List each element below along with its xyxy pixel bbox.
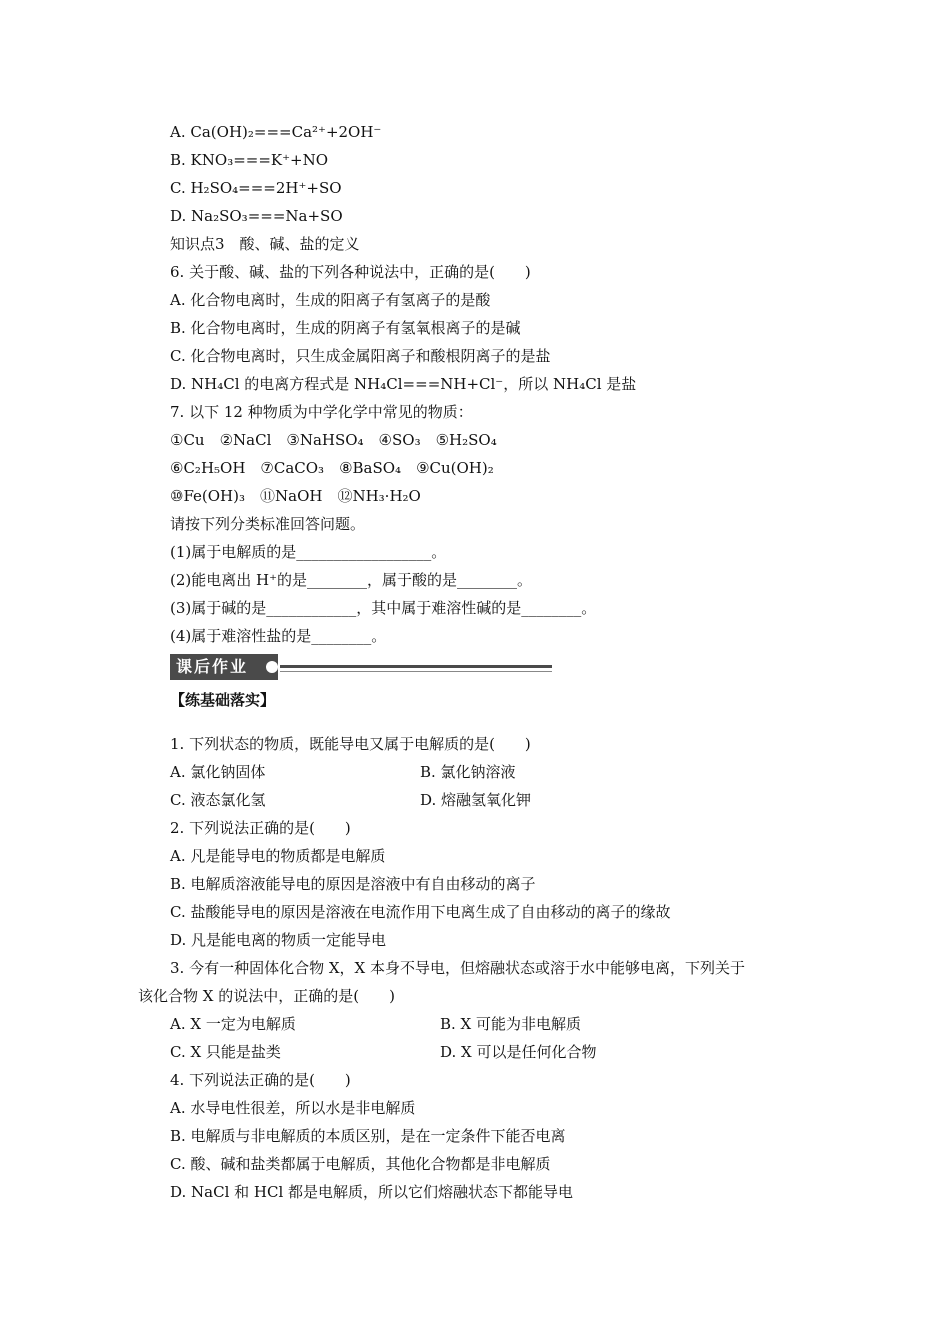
question-stem: 3. 今有一种固体化合物 X，X 本身不导电，但熔融状态或溶于水中能够电离，下列关于 — [170, 959, 745, 977]
fill-in-line: (4)属于难溶性盐的是________。 — [170, 627, 387, 645]
question-stem: 7. 以下 12 种物质为中学化学中常见的物质： — [170, 403, 473, 421]
fill-in-line: (3)属于碱的是____________，其中属于难溶性碱的是________。 — [170, 599, 597, 617]
homework-heading — [170, 654, 278, 680]
heading-rule — [280, 665, 552, 668]
substance-list: ⑩Fe(OH)₃ ⑪NaOH ⑫NH₃·H₂O — [170, 487, 421, 505]
option-c: C. 盐酸能导电的原因是溶液在电流作用下电离生成了自由移动的离子的缘故 — [170, 903, 671, 921]
question-stem: 1. 下列状态的物质，既能导电又属于电解质的是( ) — [170, 735, 531, 753]
bullet-dot-icon — [266, 661, 278, 673]
fill-in-line: (2)能电离出 H⁺的是________，属于酸的是________。 — [170, 571, 533, 589]
option-c: C. X 只能是盐类 — [170, 1043, 281, 1061]
option-b: B. X 可能为非电解质 — [440, 1015, 582, 1033]
homework-heading-label: 课后作业 — [176, 657, 249, 676]
question-stem-cont: 该化合物 X 的说法中，正确的是( ) — [138, 987, 395, 1005]
instruction-text: 请按下列分类标准回答问题。 — [170, 515, 366, 533]
question-stem: 2. 下列说法正确的是( ) — [170, 819, 351, 837]
option-line: A. Ca(OH)₂===Ca²⁺+2OH⁻ — [170, 123, 382, 141]
question-stem: 4. 下列说法正确的是( ) — [170, 1071, 351, 1089]
option-c: C. 液态氯化氢 — [170, 791, 266, 809]
option-b: B. 电解质与非电解质的本质区别，是在一定条件下能否电离 — [170, 1127, 566, 1145]
heading-rule-thin — [280, 671, 552, 672]
option-a: A. 氯化钠固体 — [170, 763, 266, 781]
section-title: 知识点3 酸、碱、盐的定义 — [170, 235, 360, 253]
option-line: A. 化合物电离时，生成的阳离子有氢离子的是酸 — [170, 291, 491, 309]
option-a: A. X 一定为电解质 — [170, 1015, 296, 1033]
option-b: B. 氯化钠溶液 — [420, 763, 516, 781]
option-d: D. X 可以是任何化合物 — [440, 1043, 597, 1061]
option-d: D. NaCl 和 HCl 都是电解质，所以它们熔融状态下都能导电 — [170, 1183, 574, 1201]
option-line: C. H₂SO₄===2H⁺+SO — [170, 179, 342, 197]
option-a: A. 凡是能导电的物质都是电解质 — [170, 847, 386, 865]
substance-list: ①Cu ②NaCl ③NaHSO₄ ④SO₃ ⑤H₂SO₄ — [170, 431, 497, 449]
option-line: C. 化合物电离时，只生成金属阳离子和酸根阴离子的是盐 — [170, 347, 551, 365]
substance-list: ⑥C₂H₅OH ⑦CaCO₃ ⑧BaSO₄ ⑨Cu(OH)₂ — [170, 459, 494, 477]
subheading: 【练基础落实】 — [170, 691, 276, 709]
option-line: B. 化合物电离时，生成的阴离子有氢氧根离子的是碱 — [170, 319, 521, 337]
option-a: A. 水导电性很差，所以水是非电解质 — [170, 1099, 416, 1117]
option-d: D. 熔融氢氧化钾 — [420, 791, 532, 809]
option-d: D. 凡是能电离的物质一定能导电 — [170, 931, 387, 949]
question-stem: 6. 关于酸、碱、盐的下列各种说法中，正确的是( ) — [170, 263, 531, 281]
fill-in-line: (1)属于电解质的是__________________。 — [170, 543, 447, 561]
option-line: B. KNO₃===K⁺+NO — [170, 151, 329, 169]
option-b: B. 电解质溶液能导电的原因是溶液中有自由移动的离子 — [170, 875, 536, 893]
option-c: C. 酸、碱和盐类都属于电解质，其他化合物都是非电解质 — [170, 1155, 551, 1173]
option-line: D. NH₄Cl 的电离方程式是 NH₄Cl===NH+Cl⁻，所以 NH₄Cl 是盐 — [170, 375, 637, 393]
homework-heading-bar — [170, 654, 552, 682]
option-line: D. Na₂SO₃===Na+SO — [170, 207, 343, 225]
